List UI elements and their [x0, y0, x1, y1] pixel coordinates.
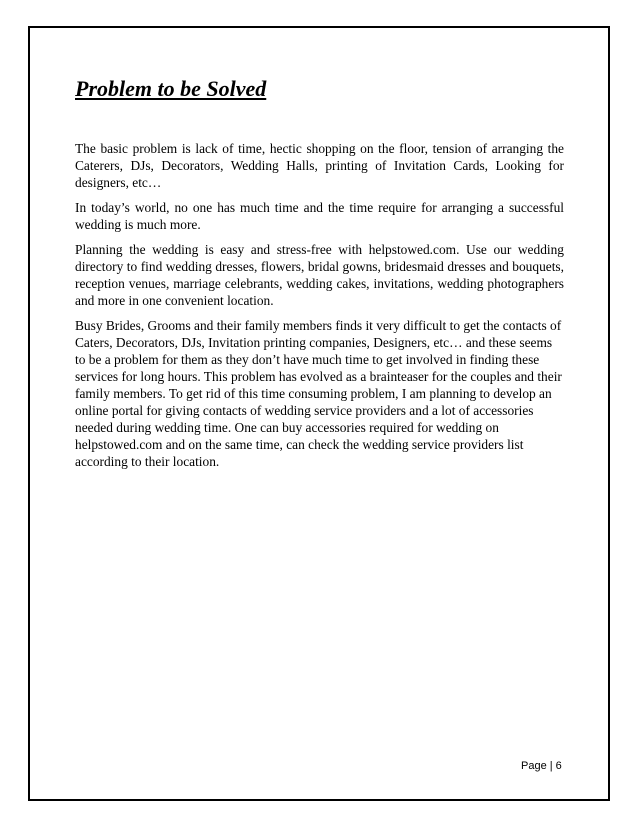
page-title: Problem to be Solved [75, 76, 267, 101]
page-number: Page | 6 [521, 760, 562, 772]
paragraph-planning-directory: Planning the wedding is easy and stress-free with helpstowed.com. Use our wedding directory to find wedding dresses, flowers, bridal gowns, bridesmaid dresses and bouquets, reception venues, marriage celebrants, wedding cakes, invitations, wedding photographers and more in one convenient location. [75, 242, 564, 308]
paragraph-solution-portal: Busy Brides, Grooms and their family members finds it very difficult to get the contacts of Caters, Decorators, DJs, Invitation printing companies, Designers, etc… and these seems to be a problem for them as they don’t have much time to get involved in finding these services for long hours. This problem has evolved as a brainteaser for the couples and their family members. To get rid of this time consuming problem, I am planning to develop an online portal for giving contacts of wedding service providers and a lot of accessories needed during wedding time. One can buy accessories required for wedding on helpstowed.com and on the same time, can check the wedding service providers list according to their location. [75, 318, 562, 469]
paragraph-time-constraint: In today’s world, no one has much time and the time require for arranging a successful wedding is much more. [75, 200, 564, 232]
paragraph-problem-summary: The basic problem is lack of time, hectic shopping on the floor, tension of arranging the Caterers, DJs, Decorators, Wedding Halls, printing of Invitation Cards, Looking for designers, etc… [75, 141, 564, 190]
body-text [75, 140, 564, 478]
